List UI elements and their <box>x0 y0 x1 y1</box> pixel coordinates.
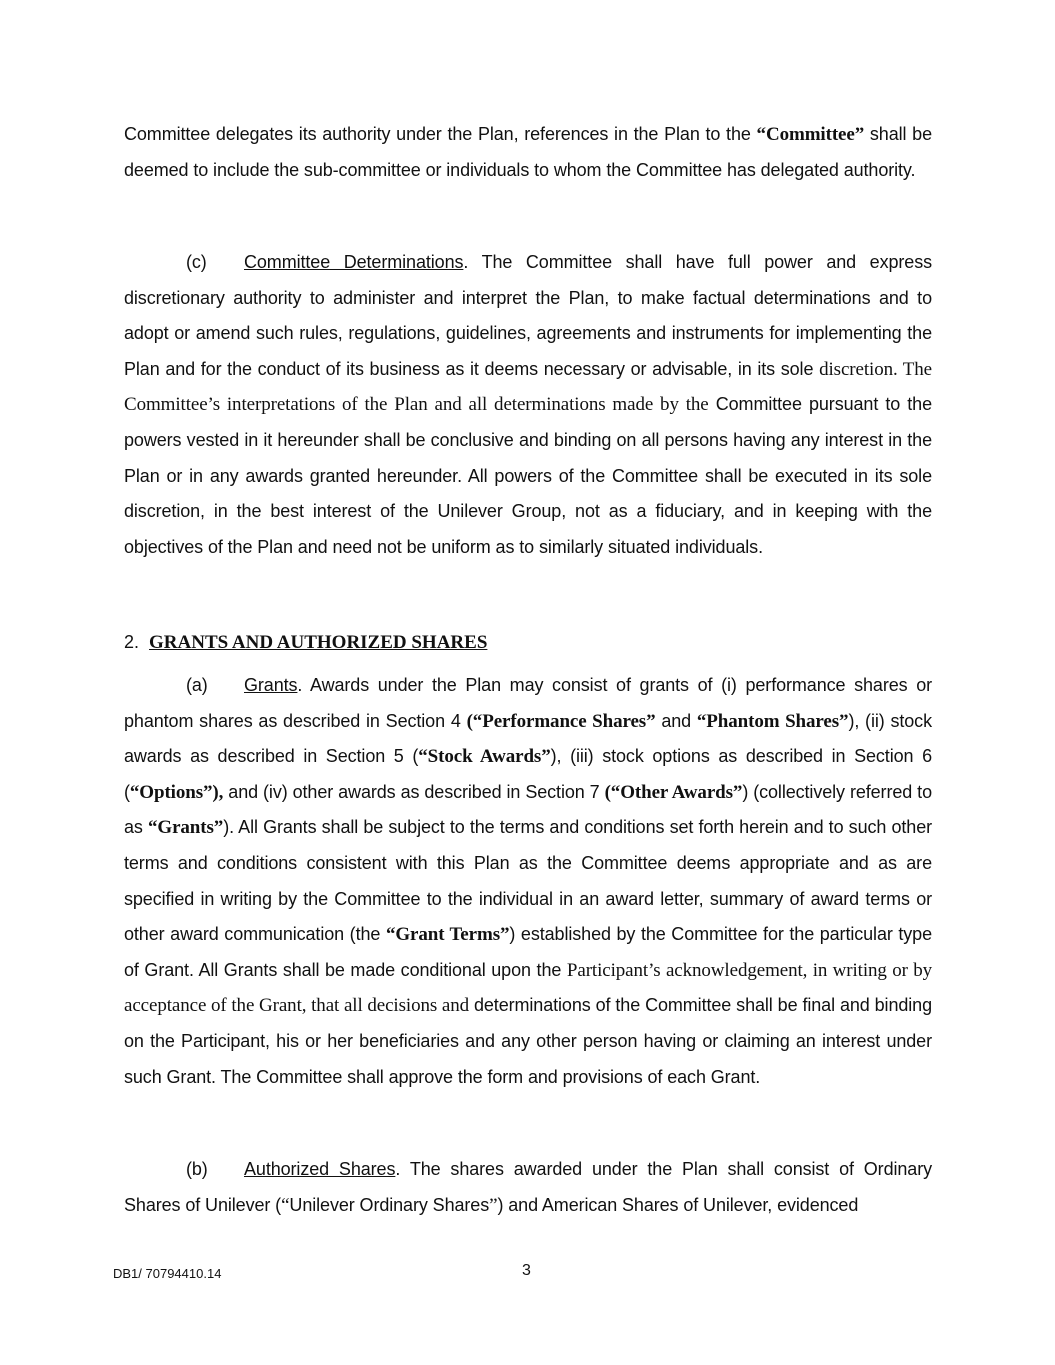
text-run: ) and American Shares of Unilever, evidenced <box>497 1194 859 1215</box>
text-run: ) (collectively referred to as <box>124 781 932 838</box>
defined-term: (“Performance Shares” <box>466 710 656 732</box>
paragraph-authorized-shares <box>124 1152 932 1223</box>
clause-number: (c) <box>186 252 207 272</box>
text-run: discretion. The Committee’s interpretations of the Plan and all determinations made by the <box>124 358 932 416</box>
defined-term: (“Other Awards” <box>604 781 743 803</box>
clause-heading: Grants <box>244 675 298 695</box>
text-run: ) established by the Committee for the particular type of Grant. All Grants shall be made conditional upon the <box>124 924 933 980</box>
paragraph-committee-determinations <box>124 245 932 565</box>
defined-term: “Committee” <box>756 124 865 145</box>
text-run: shall be deemed to include the sub-committee or individuals to whom the Committee has delegated authority. <box>124 124 932 180</box>
page-number: 3 <box>522 1262 531 1279</box>
defined-term: “Grant Terms” <box>385 924 510 946</box>
paragraph-committee-delegation <box>124 117 932 188</box>
text-run: ). All Grants shall be subject to the terms and conditions set forth herein and to such other terms and conditions consistent with this Plan as the Committee deems appropriate and as are specified in writing by the Committee to the individual in an award letter, summary of award terms or other award communication (the <box>124 817 933 945</box>
quote-mark: “ <box>281 1194 290 1216</box>
text-run: . The shares awarded under the Plan shall consist of Ordinary Shares of Unilever ( <box>124 1159 932 1215</box>
defined-term: Unilever Ordinary Shares <box>289 1194 490 1215</box>
text-run: . The Committee shall have full power and express discretionary authority to administer and interpret the Plan, to make factual determinations and to adopt or amend such rules, regulations, guidelines, agreements and instruments for implementing the Plan and for the conduct of its business as it deems necessary or advisable, in its sole <box>124 252 932 379</box>
defined-term: “Stock Awards” <box>418 746 551 768</box>
clause-number: (a) <box>186 675 208 695</box>
defined-term: “Grants” <box>148 817 224 839</box>
clause-heading: Committee Determinations <box>244 252 464 272</box>
text-run: and <box>655 710 697 731</box>
paragraph-grants <box>124 668 932 1095</box>
defined-term: “Options”), <box>129 781 224 803</box>
text-run: . Awards under the Plan may consist of grants of (i) performance shares or phantom shares as described in Section 4 <box>124 675 932 731</box>
text-run: Committee pursuant to the powers vested in it hereunder shall be conclusive and binding on all persons having any interest in the Plan or in any awards granted hereunder. All powers of the Committee shall be executed in its sole discretion, in the best interest of the Unilever Group, not as a fiduciary, and in keeping with the objectives of the Plan and need not be uniform as to similarly situated individuals. <box>124 394 932 557</box>
clause-number: (b) <box>186 1159 208 1179</box>
text-run: Committee delegates its authority under the Plan, references in the Plan to the <box>124 124 757 144</box>
text-run: ), (iii) stock options as described in Section 6 ( <box>124 746 932 802</box>
text-run: determinations of the Committee shall be final and binding on the Participant, his or her beneficiaries and any other person having or claiming an interest under such Grant. The Committee shall approve the form and provisions of each Grant. <box>124 995 932 1087</box>
text-run: ), (ii) stock awards as described in Section 5 ( <box>124 710 932 767</box>
section-title: GRANTS AND AUTHORIZED SHARES <box>149 632 488 653</box>
section-number: 2. <box>124 632 140 652</box>
text-run: and (iv) other awards as described in Section 7 <box>223 781 605 802</box>
section-heading <box>124 626 487 659</box>
defined-term: “Phantom Shares” <box>696 710 849 732</box>
clause-heading: Authorized Shares <box>244 1159 396 1179</box>
quote-mark: ” <box>489 1194 498 1216</box>
footer-document-id: DB1/ 70794410.14 <box>113 1266 222 1281</box>
text-run: Participant’s acknowledgement, in writing or by acceptance of the Grant, that all decisions and <box>124 959 932 1017</box>
